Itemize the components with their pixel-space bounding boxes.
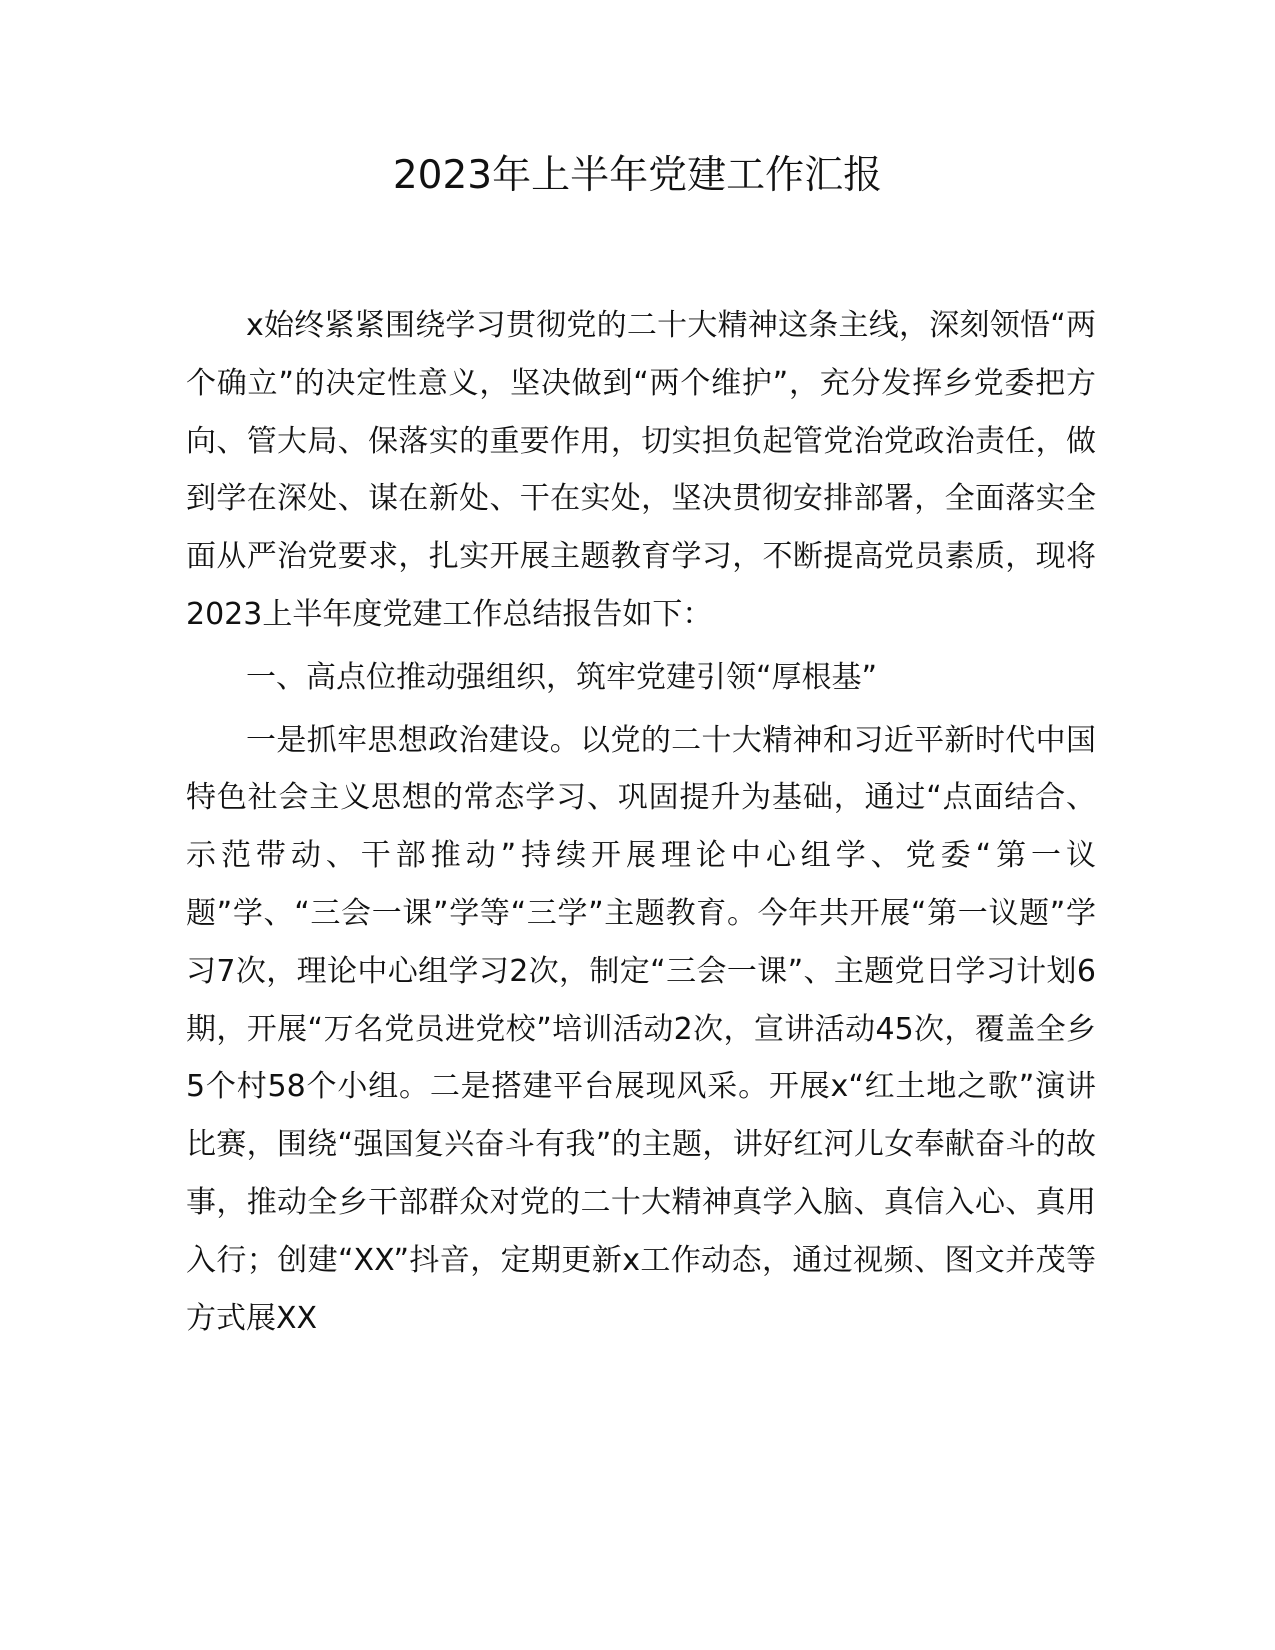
section-heading: 一、高点位推动强组织，筑牢党建引领“厚根基” xyxy=(246,659,878,695)
section-paragraph: 一是抓牢思想政治建设。以党的二十大精神和习近平新时代中国特色社会主义思想的常态学习、巩固提升为基础，通过“点面结合、示范带动、干部推动”持续开展理论中心组学、党委“第一议题”学、“三会一课”学等“三学”主题教育。今年共开展“第一议题”学习7次，理论中心组学习2次，制定“三会一课”、主题党日学习计划6期，开展“万名党员进党校”培训活动2次，宣讲活动45次，覆盖全乡5个村58个小组。二是搭建平台展现风采。开展x“红土地之歌”演讲比赛，围绕“强国复兴奋斗有我”的主题，讲好红河儿女奉献奋斗的故事，推动全乡干部群众对党的二十大精神真学入脑、真信入心、真用入行；创建“XX”抖音，定期更新x工作动态，通过视频、图文并茂等方式展XX xyxy=(186,722,1096,1336)
document-body xyxy=(186,297,1096,1352)
intro-paragraph: x始终紧紧围绕学习贯彻党的二十大精神这条主线，深刻领悟“两个确立”的决定性意义，坚决做到“两个维护”，充分发挥乡党委把方向、管大局、保落实的重要作用，切实担负起管党治党政治责任，做到学在深处、谋在新处、干在实处，坚决贯彻安排部署，全面落实全面从严治党要求，扎实开展主题教育学习，不断提高党员素质，现将2023上半年度党建工作总结报告如下： xyxy=(186,308,1096,632)
document-title: 2023年上半年党建工作汇报 xyxy=(392,153,883,198)
